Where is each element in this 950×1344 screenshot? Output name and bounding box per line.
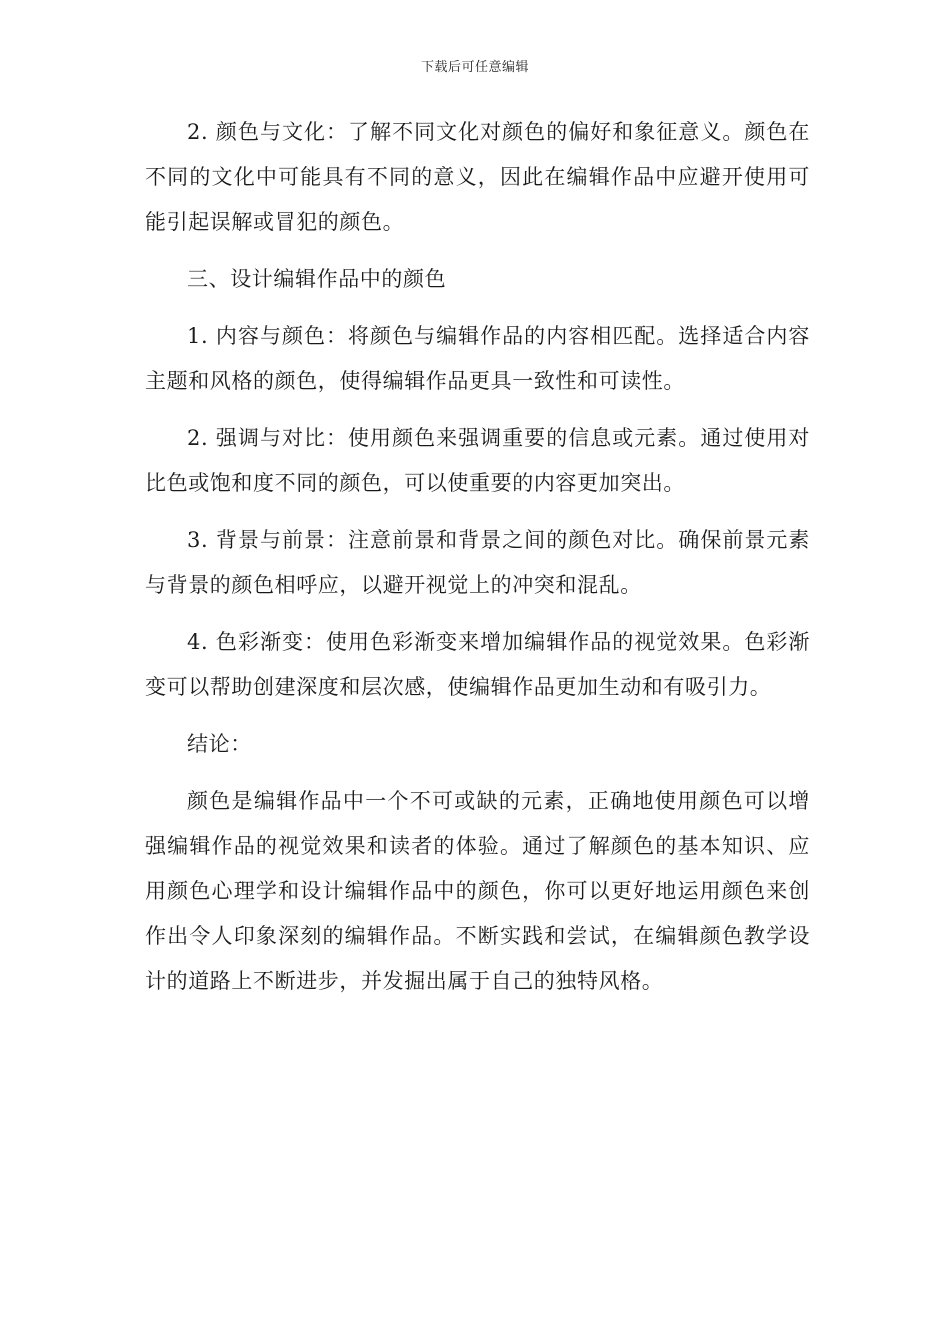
paragraph-emphasis-contrast: 2. 强调与对比：使用颜色来强调重要的信息或元素。通过使用对比色或饱和度不同的颜色，可以使重要的内容更加突出。	[145, 426, 810, 495]
paragraph-background-foreground: 3. 背景与前景：注意前景和背景之间的颜色对比。确保前景元素与背景的颜色相呼应，以避开视觉上的冲突和混乱。	[145, 528, 810, 597]
paragraph-content-color: 1. 内容与颜色：将颜色与编辑作品的内容相匹配。选择适合内容主题和风格的颜色，使得编辑作品更具一致性和可读性。	[145, 324, 810, 393]
paragraph-conclusion: 颜色是编辑作品中一个不可或缺的元素，正确地使用颜色可以增强编辑作品的视觉效果和读者的体验。通过了解颜色的基本知识、应用颜色心理学和设计编辑作品中的颜色，你可以更好地运用颜色来创作出令人印象深刻的编辑作品。不断实践和尝试，在编辑颜色教学设计的道路上不断进步，并发掘出属于自己的独特风格。	[145, 789, 810, 993]
page-header: 下载后可任意编辑	[420, 60, 529, 75]
document-body	[145, 110, 810, 1016]
paragraph-color-gradient: 4. 色彩渐变：使用色彩渐变来增加编辑作品的视觉效果。色彩渐变可以帮助创建深度和层次感，使编辑作品更加生动和有吸引力。	[145, 630, 810, 699]
conclusion-label: 结论：	[187, 732, 252, 756]
paragraph-color-culture: 2. 颜色与文化：了解不同文化对颜色的偏好和象征意义。颜色在不同的文化中可能具有不同的意义，因此在编辑作品中应避开使用可能引起误解或冒犯的颜色。	[145, 120, 810, 234]
section-heading-design-colors: 三、设计编辑作品中的颜色	[187, 267, 447, 291]
